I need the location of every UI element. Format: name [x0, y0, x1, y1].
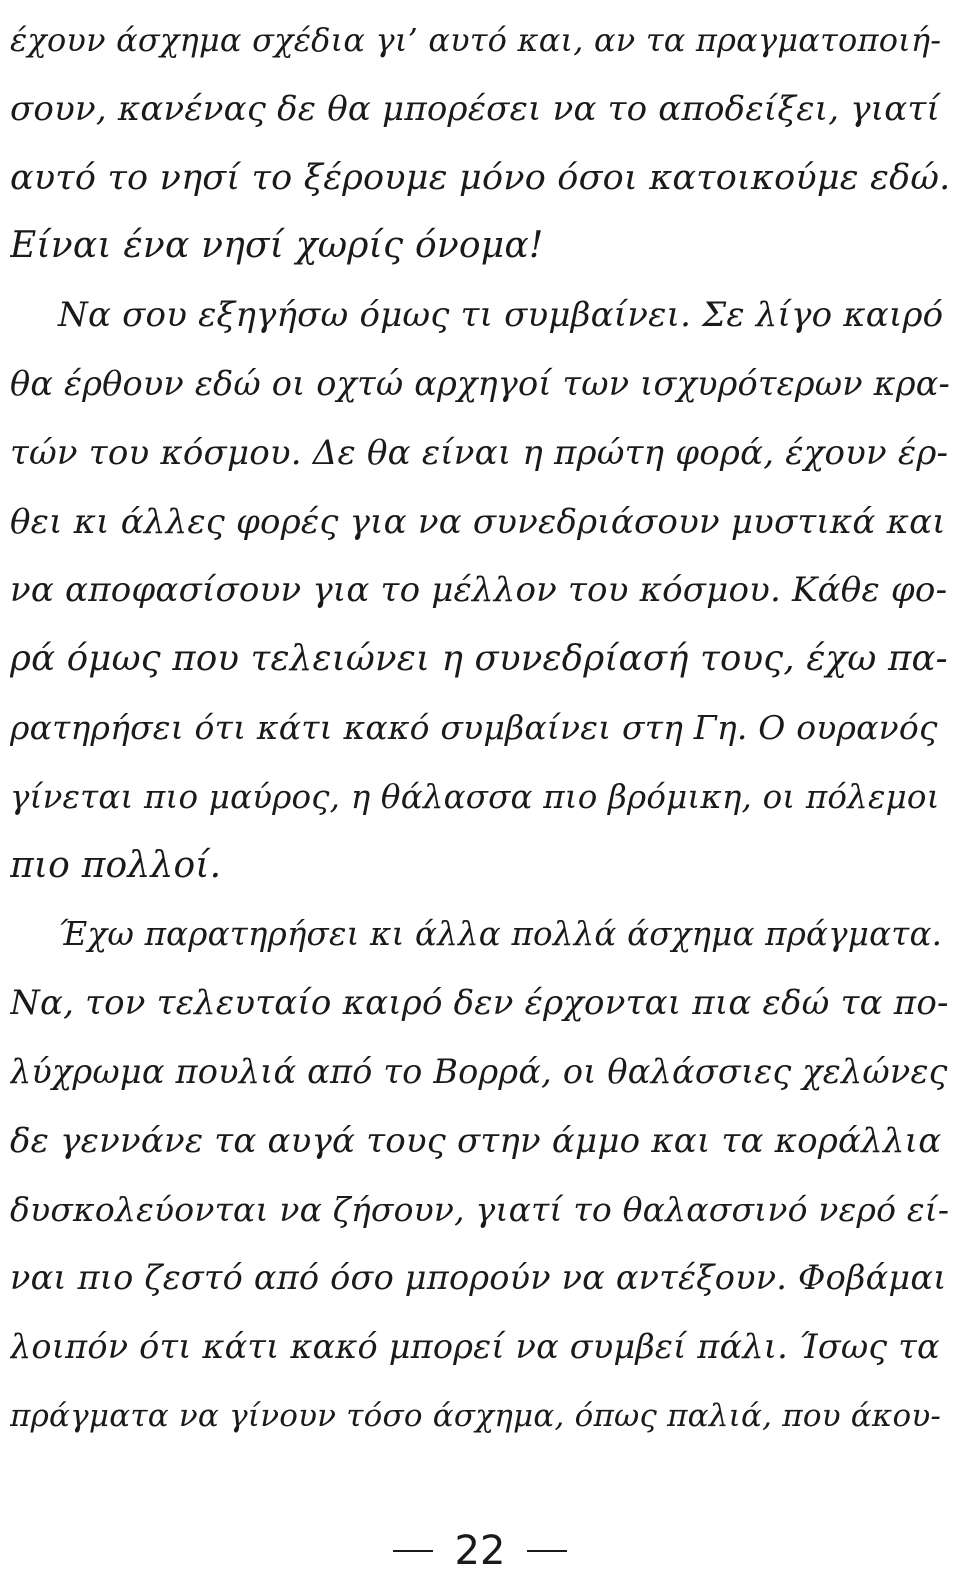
text-line: σουν, κανένας δε θα μπορέσει να το αποδείξει, γιατί — [10, 88, 940, 129]
text-line: να αποφασίσουν για το μέλλον του κόσμου. Κάθε φο- — [10, 570, 948, 611]
text-line: τών του κόσμου. Δε θα είναι η πρώτη φορά, έχουν έρ- — [10, 432, 949, 473]
text-line: πιο πολλοί. — [10, 844, 222, 886]
text-line: δυσκολεύονται να ζήσουν, γιατί το θαλασσινό νερό εί- — [10, 1189, 950, 1229]
text-line: λύχρωμα πουλιά από το Βορρά, οι θαλάσσιες χελώνες — [10, 1051, 948, 1091]
text-line: ρά όμως που τελειώνει η συνεδρίασή τους, έχω πα- — [10, 638, 948, 680]
text-line: λοιπόν ότι κάτι κακό μπορεί να συμβεί πάλι. Ίσως τα — [10, 1327, 940, 1367]
text-line: πράγματα να γίνουν τόσο άσχημα, όπως παλιά, που άκου- — [10, 1397, 942, 1434]
paragraph-start-line: Έχω παρατηρήσει κι άλλα πολλά άσχημα πράγματα. — [58, 915, 943, 954]
paragraph-start-line: Να σου εξηγήσω όμως τι συμβαίνει. Σε λίγο καιρό — [58, 295, 944, 336]
left-dash — [393, 1550, 433, 1552]
text-line: θει κι άλλες φορές για να συνεδριάσουν μυστικά και — [10, 501, 946, 542]
text-line: Είναι ένα νησί χωρίς όνομα! — [10, 225, 544, 267]
text-line: Να, τον τελευταίο καιρό δεν έρχονται πια εδώ τα πο- — [10, 983, 949, 1024]
text-line: γίνεται πιο μαύρος, η θάλασσα πιο βρόμικη, οι πόλεμοι — [10, 777, 940, 816]
text-line: έχουν άσχημα σχέδια γι’ αυτό και, αν τα πραγματοποιή- — [10, 21, 942, 59]
text-line: δε γεννάνε τα αυγά τους στην άμμο και τα κοράλλια — [10, 1120, 942, 1161]
text-line: ναι πιο ζεστό από όσο μπορούν να αντέξουν. Φοβάμαι — [10, 1258, 947, 1298]
text-line: αυτό το νησί το ξέρουμε μόνο όσοι κατοικούμε εδώ. — [10, 157, 950, 198]
page-number: 22 — [454, 1528, 506, 1574]
text-line: ρατηρήσει ότι κάτι κακό συμβαίνει στη Γη. Ο ουρανός — [10, 707, 938, 747]
text-line: θα έρθουν εδώ οι οχτώ αρχηγοί των ισχυρότερων κρα- — [10, 363, 950, 403]
body-text — [10, 6, 950, 1451]
right-dash — [527, 1550, 567, 1552]
page-footer — [0, 1526, 960, 1576]
